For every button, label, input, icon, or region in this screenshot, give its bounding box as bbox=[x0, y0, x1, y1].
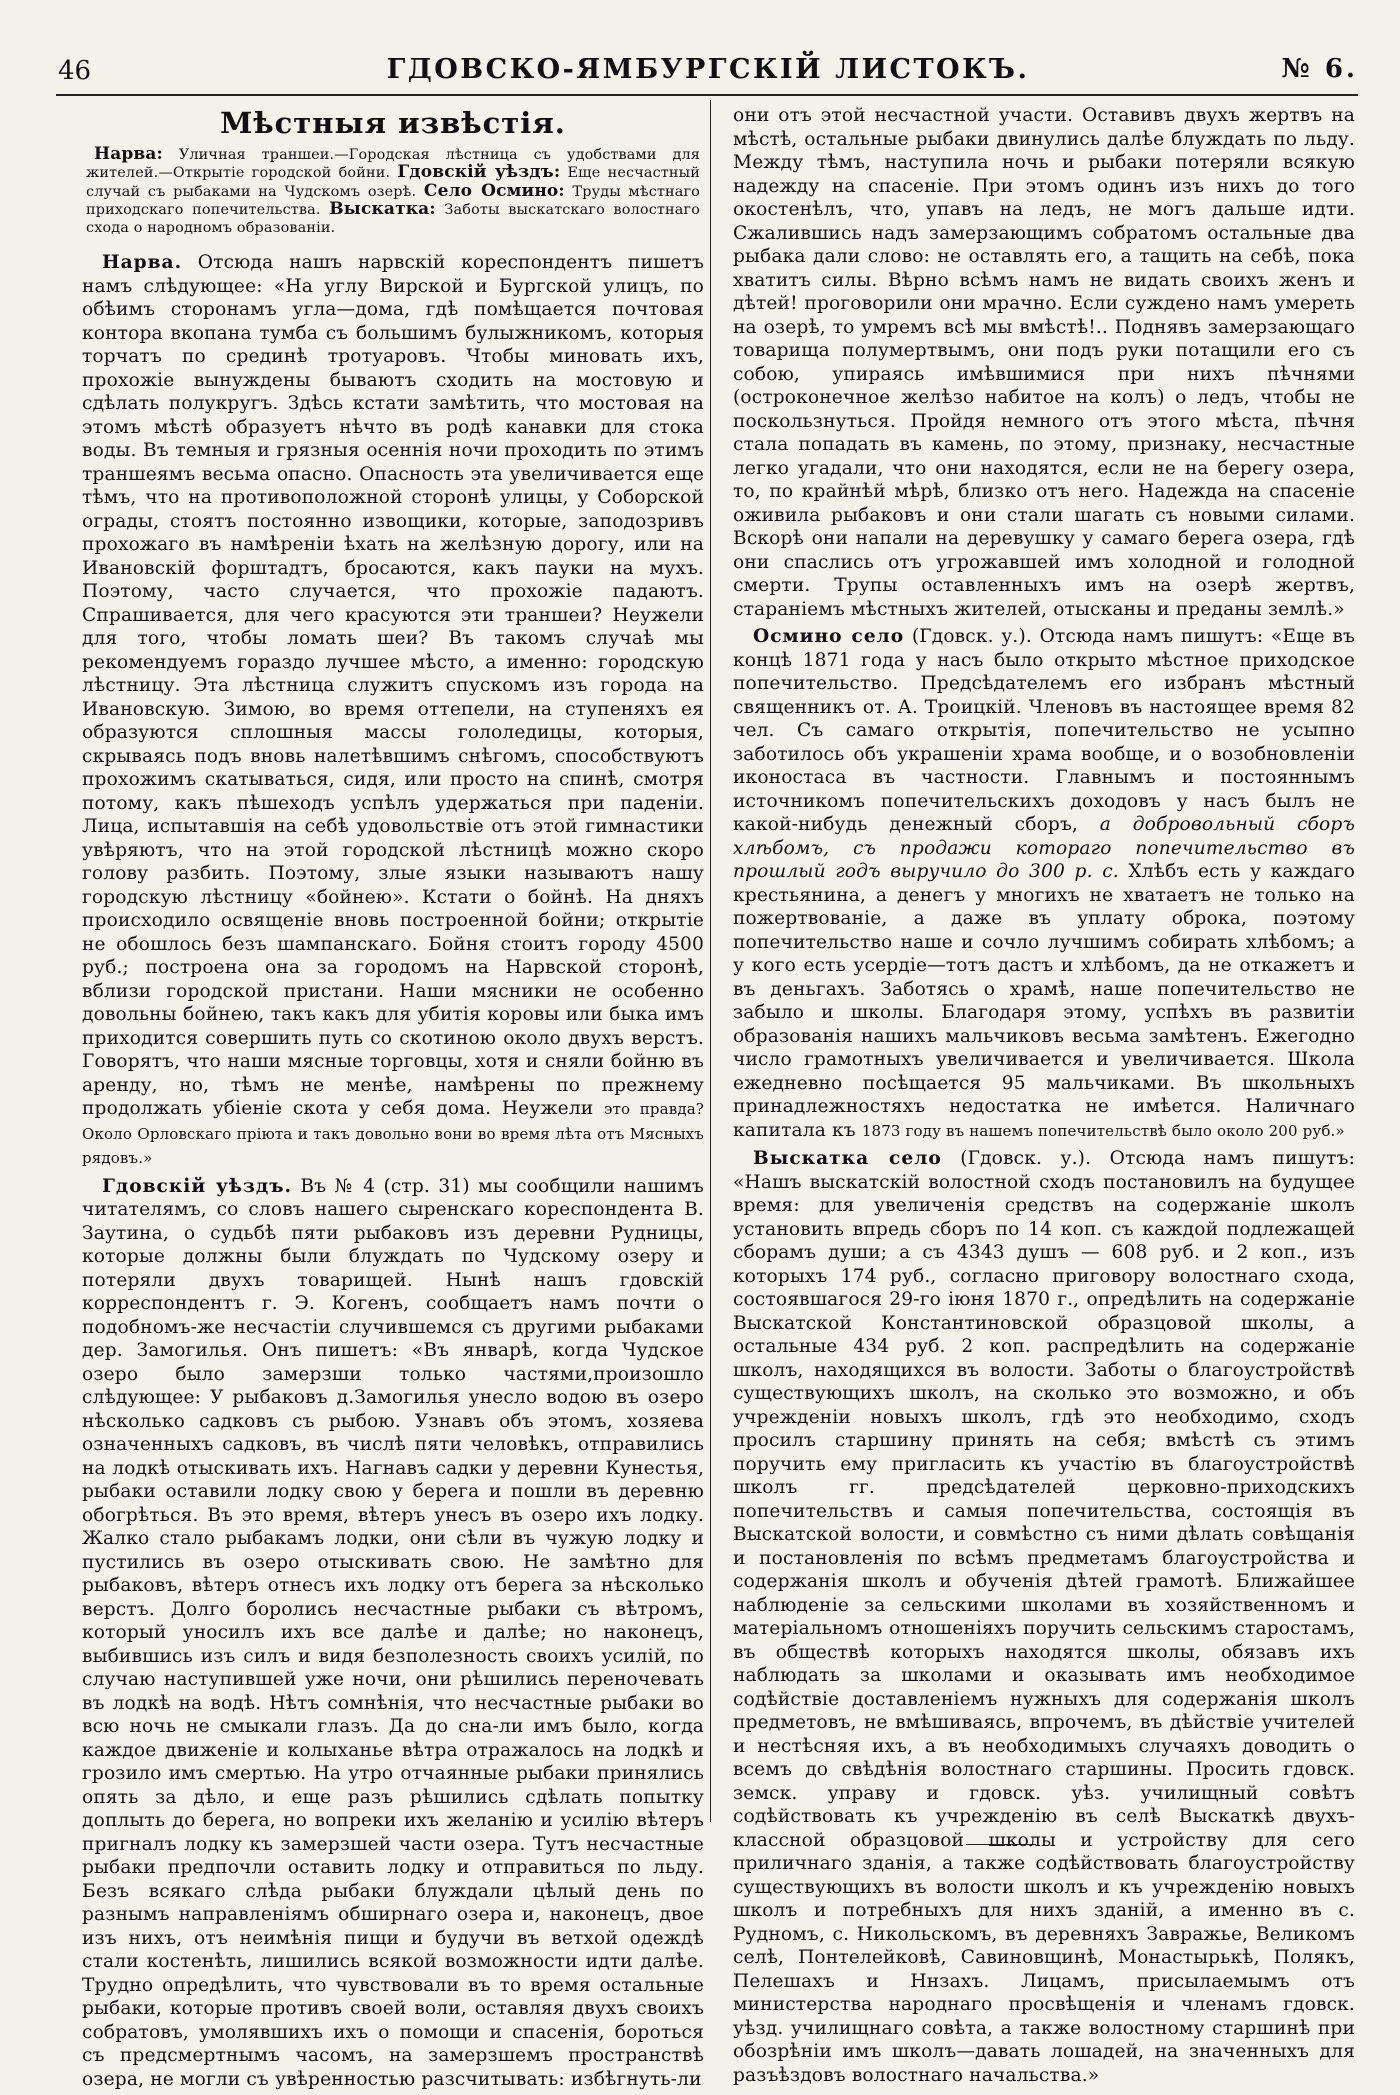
article-gdov-continued bbox=[733, 104, 1355, 621]
article-narva bbox=[82, 251, 704, 1171]
article-osmino bbox=[733, 625, 1355, 1143]
article-body-vyskatka: (Гдовск. у.). Отсюда намъ пишутъ: «Нашъ выскатскій волостной сходъ постановилъ на будущее время: для увеличенія средствъ на содержаніе школъ установить впредь сборъ по 14 коп. съ каждой подлежащей сборамъ души; а съ 4343 душъ — 608 руб. и 2 коп., изъ которыхъ 174 руб., согласно приговору волостнаго схода, состоявшагося 29-го іюня 1870 г., опредѣлить на содержаніе Выскатской Константиновской образцовой школы, а остальные 434 руб. 2 коп. распредѣлить на содержаніе школъ, находящихся въ волости. Заботы о благоустройствѣ существующихъ школъ, на сколько это возможно, и объ учрежденіи новыхъ школъ, гдѣ это необходимо, сходъ просилъ старшину принять на себя; вмѣстѣ съ этимъ поручить ему пригласить къ участію въ благоустройствѣ школъ гг. предсѣдателей церковно-приходскихъ попечительствъ и самыя попечительства, состоящія въ Выскатской волости, и совмѣстно съ ними дѣлать совѣщанія и постановленія по всѣмъ предметамъ благоустройства и содержанія школъ и обученія дѣтей грамотѣ. Ближайшее наблюденіе за сельскими школами въ хозяйственномъ и матеріальномъ отношеніяхъ поручить сельскимъ старостамъ, въ обществѣ которыхъ находятся школы, обязавъ ихъ наблюдать за школами и оказывать имъ необходимое содѣйствіе доставленіемъ нужныхъ для содержанія школъ предметовъ, не вмѣшиваясь, впрочемъ, въ дѣйствіе учителей и нестѣсняя ихъ, а въ необходимыхъ случаяхъ доводить о всемъ до свѣдѣнія волостнаго старшины. Просить гдовск. земск. управу и гдовск. уѣз. училищный совѣтъ содѣйствовать къ учрежденію въ селѣ Выскаткѣ двухъ-классной образцовой школы и устройству для сего приличнаго зданія, а также содѣйствовать благоустройству существующихъ въ волости школъ и къ учрежденію новыхъ школъ и потребныхъ для нихъ зданій, а именно въ с. Рудномъ, с. Никольскомъ, въ деревняхъ Завражье, Великомъ селѣ, Понтелейковѣ, Савиновщинѣ, Монастырькѣ, Полякъ, Пелешахъ и Ннзахъ. Лицамъ, присылаемымъ отъ министерства народнаго просвѣщенія и членамъ гдовск. уѣзд. училищнаго совѣта, а также волостному старшинѣ при обозрѣніи имъ школъ—давать лошадей, на значенныхъ для разъѣздовъ волостнаго начальства.» bbox=[733, 1148, 1355, 2086]
page-number: 46 bbox=[58, 56, 92, 86]
article-body-osmino-b: Хлѣбъ есть у каждаго крестьянина, а денегъ у многихъ не хватаетъ не только на пожертвованіе, а даже въ уплату оброка, поэтому попечительство наше и сочло лучшимъ собирать хлѣбомъ; а у кого есть усердіе—тотъ дастъ и хлѣбомъ, да не откажетъ и въ деньгахъ. Заботясь о храмѣ, наше попечительство не забыло и школы. Благодаря этому, успѣхъ въ развитіи образованія нашихъ мальчиковъ весьма замѣтенъ. Ежегодно число грамотныхъ увеличивается и увеличивается. Школа ежедневно посѣщается 95 мальчиками. Въ школьныхъ принадлежностяхъ недостатка не имѣется. Наличнаго капитала къ bbox=[733, 861, 1355, 1141]
end-rule bbox=[966, 1844, 1036, 1845]
summary-location-vyskatka: Выскатка: bbox=[329, 199, 436, 220]
page-header bbox=[58, 52, 1358, 88]
summary-location-narva: Нарва: bbox=[94, 143, 163, 164]
article-body-osmino-a: (Гдовск. у.). Отсюда намъ пишутъ: «Еще въ концѣ 1871 года у насъ было открыто мѣстное приходское попечительство. Предсѣдателемъ его избранъ мѣстный священникъ от. А. Троицкій. Членовъ въ настоящее время 82 чел. Съ самаго открытія, попечительство не усыпно заботилось объ украшеніи храма вообще, и о возобновленіи иконостаса въ частности. Главнымъ и постояннымъ источникомъ попечительскихъ доходовъ у насъ былъ не какой-нибудь денежный сборъ, bbox=[733, 626, 1355, 835]
article-body-gdov-cont: они отъ этой несчастной участи. Оставивъ двухъ жертвъ на мѣстѣ, остальные рыбаки двинулись далѣе блуждать по льду. Между тѣмъ, наступила ночь и рыбаки потеряли всякую надежду на спасеніе. При этомъ одинъ изъ нихъ до того окостенѣлъ, что, упавъ на ледъ, не могъ дальше идти. Сжалившись надъ замерзающимъ собратомъ остальные два рыбака дали слово: не оставлять его, а тащить на себѣ, пока хватитъ силы. Вѣрно всѣмъ намъ не видать своихъ женъ и дѣтей! проговорили они мрачно. Если суждено намъ умереть на озерѣ, то умремъ всѣ мы вмѣстѣ!.. Поднявъ замерзающаго товарища полумертвымъ, они подъ руки потащили его съ собою, упираясь имѣвшимися при нихъ пѣчнями (остроконечное желѣзо набитое на колъ) о ледъ, чтобы не поскользнуться. Пройдя немного отъ этого мѣста, пѣчня стала попадать въ камень, по этому, признаку, несчастные легко угадали, что они находятся, если не на берегу озера, то, по крайнѣй мѣрѣ, близко отъ него. Надежда на спасеніе оживила рыбаковъ и они стали шагать съ новыми силами. Вскорѣ они напали на деревушку у самаго берега озера, гдѣ они спаслись отъ угрожавшей имъ холодной и голодной смерти. Трупы оставленныхъ имъ на озерѣ жертвъ, стараніемъ мѣстныхъ жителей, отысканы и преданы землѣ.» bbox=[733, 105, 1355, 620]
summary-text-osmino: Труды мѣстнаго приходскаго попечительства. bbox=[86, 183, 700, 219]
summary-text-narva: Уличная траншеи.—Городская лѣстница съ удобствами для жителей.—Открытіе городской бойни. bbox=[86, 146, 700, 182]
summary-text-vyskatka: Заботы выскатскаго волостнаго схода о народномъ образованіи. bbox=[86, 202, 701, 236]
article-note-narva: это правда? Около Орловскаго пріюта и такъ довольно вони во время лѣта отъ Мясныхъ рядовъ.» bbox=[82, 1100, 705, 1168]
article-lead-gdov: Гдовскій уѣздъ. bbox=[102, 1175, 292, 1197]
left-column bbox=[82, 108, 704, 2095]
header-rule bbox=[56, 94, 1358, 96]
article-lead-vyskatka: Выскатка село bbox=[753, 1148, 942, 1169]
article-gdov bbox=[82, 1175, 704, 2092]
column-divider bbox=[710, 100, 711, 1822]
article-lead-narva: Нарва. bbox=[102, 252, 183, 274]
article-lead-osmino: Осмино село bbox=[753, 626, 905, 647]
summary-location-gdov: Гдовскій уѣздъ: bbox=[397, 162, 561, 183]
issue-number: № 6. bbox=[1281, 54, 1358, 84]
article-body-gdov: Въ № 4 (стр. 31) мы сообщили нашимъ читателямъ, со словъ нашего сыренскаго кореспондента В. Заутина, о судьбѣ пяти рыбаковъ изъ деревни Рудницы, которые должны были блуждать по Чудскому озеру и потеряли двухъ товарищей. Нынѣ нашъ гдовскій корреспондентъ г. Э. Когенъ, сообщаетъ намъ почти о подобномъ-же несчастіи случившемся съ другими рыбаками дер. Замогилья. Онъ пишетъ: «Въ январѣ, когда Чудское озеро было замерзши только частями,произошло слѣдующее: У рыбаковъ д.Замогилья унесло водою въ озеро нѣсколько садковъ съ рыбою. Узнавъ объ этомъ, хозяева означенныхъ садковъ, въ числѣ пяти человѣкъ, отправились на лодкѣ отыскивать ихъ. Нагнавъ садки у деревни Кунестья, рыбаки оставили лодку свою у берега и пошли въ деревню обогрѣться. Въ это время, вѣтеръ унесъ въ озеро ихъ лодку. Жалко стало рыбакамъ лодки, они сѣли въ чужую лодку и пустились въ озеро отыскивать свою. Не замѣтно для рыбаковъ, вѣтеръ отнесъ ихъ лодку отъ берега за нѣсколько верстъ. Долго боролись несчастные рыбаки съ вѣтромъ, который уносилъ ихъ все далѣе и далѣе; но наконецъ, выбившись изъ силъ и видя безполезность своихъ усилій, по случаю наступившей уже ночи, они рѣшились переночевать въ лодкѣ на водѣ. Нѣтъ сомнѣнія, что несчастные рыбаки во всю ночь не смыкали глазъ. Да до сна-ли имъ было, когда каждое движеніе и колыханье вѣтра отражалось на лодкѣ и грозило имъ смертью. На утро отчаянные рыбаки принялись опять за дѣло, и еще разъ рѣшились сдѣлать попытку доплыть до берега, но вопреки ихъ желанію и усилію вѣтеръ пригналъ лодку къ замерзшей части озера. Тутъ несчастные рыбаки предпочли оставить лодку и отправиться по льду. Безъ всякаго слѣда рыбаки блуждали цѣлый день по разнымъ направленіямъ обширнаго озера и, наконецъ, двое изъ нихъ, отъ неимѣнія пищи и будучи въ ветхой одеждѣ стали костенѣть, лишились всякой возможности идти далѣе. Трудно опредѣлить, что чувствовали въ то время остальные рыбаки, которые противъ своей воли, оставляя двухъ своихъ собратовъ, умолявшихъ ихъ о помощи и спасенія, бороться съ предсмертнымъ часомъ, на замерзшемъ пространствѣ озера, не могли съ увѣренностью разсчитывать: избѣгнуть-ли bbox=[82, 1175, 704, 2090]
article-note-osmino: 1873 году въ нашемъ попечительствѣ было около 200 руб.» bbox=[861, 1121, 1345, 1140]
article-italic-osmino: а добровольный сборъ хлѣбомъ, съ продажи котораго попечительство въ прошлый годъ выручило до 300 р. с. bbox=[733, 814, 1355, 882]
article-vyskatka bbox=[733, 1147, 1355, 2087]
article-body-narva: Отсюда нашъ нарвскій кореспондентъ пишетъ намъ слѣдующее: «На углу Вирской и Бургской улицъ, по обѣимъ сторонамъ угла—дома, гдѣ помѣщается почтовая контора вкопана тумба съ большимъ булыжникомъ, которыя торчатъ по срединѣ тротуаровъ. Чтобы миновать ихъ, прохожіе вынуждены бываютъ сходить на мостовую и сдѣлать полукругъ. Здѣсь кстати замѣтить, что мостовая на этомъ мѣстѣ образуетъ нѣчто въ родѣ канавки для стока воды. Въ темныя и грязныя осеннія ночи проходить по этимъ траншеямъ весьма опасно. Опасность эта увеличивается еще тѣмъ, что на противоположной сторонѣ улицы, у Соборской ограды, стоятъ постоянно извощики, которые, заподозривъ прохожаго въ намѣреніи ѣхать на желѣзную дорогу, или на Ивановскій форштадтъ, бросаются, какъ пауки на мухъ. Поэтому, часто случается, что прохожіе падаютъ. Спрашивается, для чего красуются эти траншеи? Неужели для того, чтобы ломать шеи? Въ такомъ случаѣ мы рекомендуемъ гораздо лучшее мѣсто, а именно: городскую лѣстницу. Эта лѣстница служитъ спускомъ изъ города на Ивановскую. Зимою, во время оттепели, на ступеняхъ ея образуются сплошныя массы гололедицы, которыя, скрываясь подъ вновь налетѣвшимъ снѣгомъ, способствуютъ прохожимъ скатываться, сидя, или просто на спинѣ, смотря потому, какъ пѣшеходъ успѣлъ удержаться при паденіи. Лица, испытавшія на себѣ удовольствіе отъ этой гимнастики увѣряютъ, что на этой городской лѣстницѣ можно скоро голову разбить. Поэтому, злые языки называютъ нашу городскую лѣстницу «бойнею». Кстати о бойнѣ. На дняхъ происходило освященіе вновь построенной бойни; открытіе не обошлось безъ шампанскаго. Бойня стоитъ городу 4500 руб.; построена она за городомъ на Нарвской сторонѣ, вблизи городской пристани. Наши мясники не особенно довольны бойнею, такъ какъ для убитія коровы или быка имъ приходится совершить путь со скотиною около двухъ верстъ. Говорятъ, что наши мясные торговцы, хотя и сняли бойню въ аренду, но, тѣмъ не менѣе, намѣрены по прежнему продолжать убіеніе скота у себя дома. Неужели bbox=[82, 252, 704, 1120]
section-title: Мѣстныя извѣстія. bbox=[220, 106, 566, 140]
summary-location-osmino: Село Осмино: bbox=[423, 180, 565, 201]
newspaper-title: ГДОВСКО-ЯМБУРГСКІЙ ЛИСТОКЪ. bbox=[386, 54, 1030, 85]
section-summary bbox=[86, 143, 701, 238]
right-column bbox=[733, 104, 1355, 2091]
summary-text-gdov: Еще несчастный случай съ рыбаками на Чудскомъ озерѣ. bbox=[86, 165, 700, 200]
